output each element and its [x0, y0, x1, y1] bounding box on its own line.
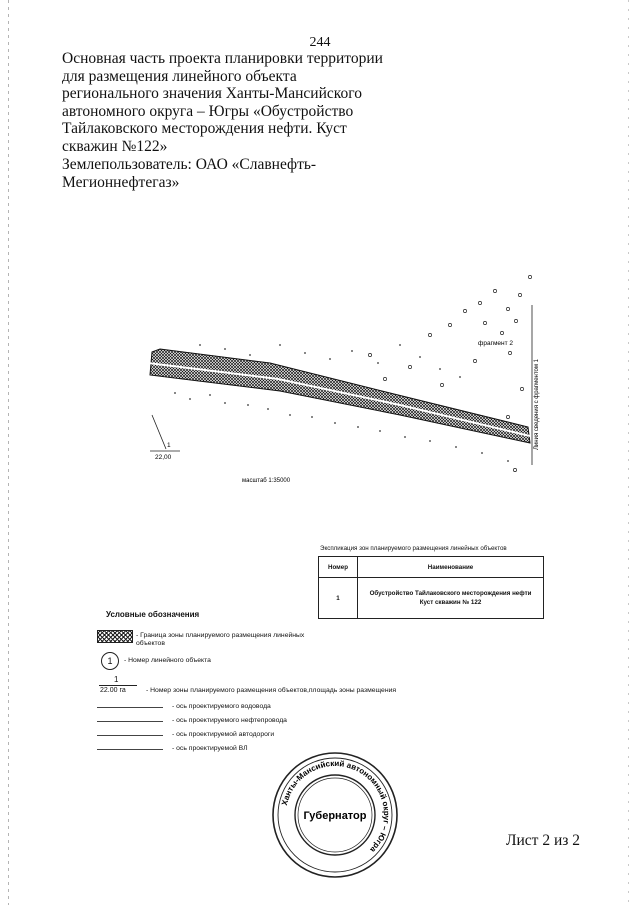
legend-water-axis: - ось проектируемого водовода [172, 703, 271, 710]
explication-cell-number: 1 [319, 578, 358, 619]
legend-power-axis: - ось проектируемой ВЛ [172, 745, 248, 752]
table-row [319, 578, 544, 619]
explication-cell-name [358, 578, 544, 619]
governor-seal [268, 748, 402, 882]
explication-header-number: Номер [319, 557, 358, 578]
power-axis-line [97, 749, 163, 750]
seal-ring-text: Ханты-Мансийский автономный округ – Югра [279, 758, 392, 855]
explication-table [318, 556, 544, 619]
legend-object-number: - Номер линейного объекта [124, 657, 211, 664]
land-user: Землепользователь: ОАО «Славнефть-Мегионнефтегаз» [62, 156, 317, 191]
terrain-circles [368, 275, 531, 471]
object-number-symbol: 1 [101, 652, 119, 670]
zone-boundary [150, 349, 530, 443]
legend-zone-boundary: - Граница зоны планируемого размещения линейных объектов [136, 632, 305, 647]
zone-number-label: 1 [167, 442, 171, 449]
road-axis-line [97, 735, 163, 736]
fragment-label: фрагмент 2 [478, 340, 514, 347]
zone-fraction-area: 22.00 га [100, 687, 126, 694]
explication-header-name: Наименование [358, 557, 544, 578]
oil-axis-line [97, 721, 163, 722]
explication-title: Экспликация зон планируемого размещения линейных объектов [320, 545, 507, 552]
zone-fraction-number: 1 [114, 675, 119, 684]
sheet-number: Лист 2 из 2 [506, 832, 581, 849]
scan-edge-left [8, 0, 9, 905]
legend-oil-axis: - ось проектируемого нефтепровода [172, 717, 287, 724]
legend-zone-area: - Номер зоны планируемого размещения объектов,площадь зоны размещения [146, 687, 397, 694]
legend-road-axis: - ось проектируемой автодороги [172, 731, 275, 738]
zone-boundary-swatch [97, 630, 133, 643]
explication-name-line2: Куст скважин № 122 [419, 599, 482, 606]
water-axis-line [97, 707, 163, 708]
scale-label: масштаб 1:35000 [242, 478, 291, 484]
planning-map [130, 265, 550, 495]
legend-title: Условные обозначения [106, 610, 200, 619]
document-title: Основная часть проекта планировки территории для размещения линейного объекта регионального значения Ханты-Мансийского автономного округа – Югры «Обустройство Тайлаковского месторождения нефти. Куст скважин №122» [62, 50, 383, 155]
page-number: 244 [309, 35, 331, 50]
match-line-label: Линия сведения с фрагментом 1 [534, 358, 540, 450]
seal-center-text: Губернатор [303, 810, 367, 822]
explication-name-line1: Обустройство Тайлаковского месторождения нефти [369, 590, 532, 597]
scan-edge-right [628, 0, 629, 905]
leader-line [152, 415, 166, 449]
zone-area-label: 22,00 [155, 454, 172, 461]
zone-fraction-line [99, 685, 137, 686]
